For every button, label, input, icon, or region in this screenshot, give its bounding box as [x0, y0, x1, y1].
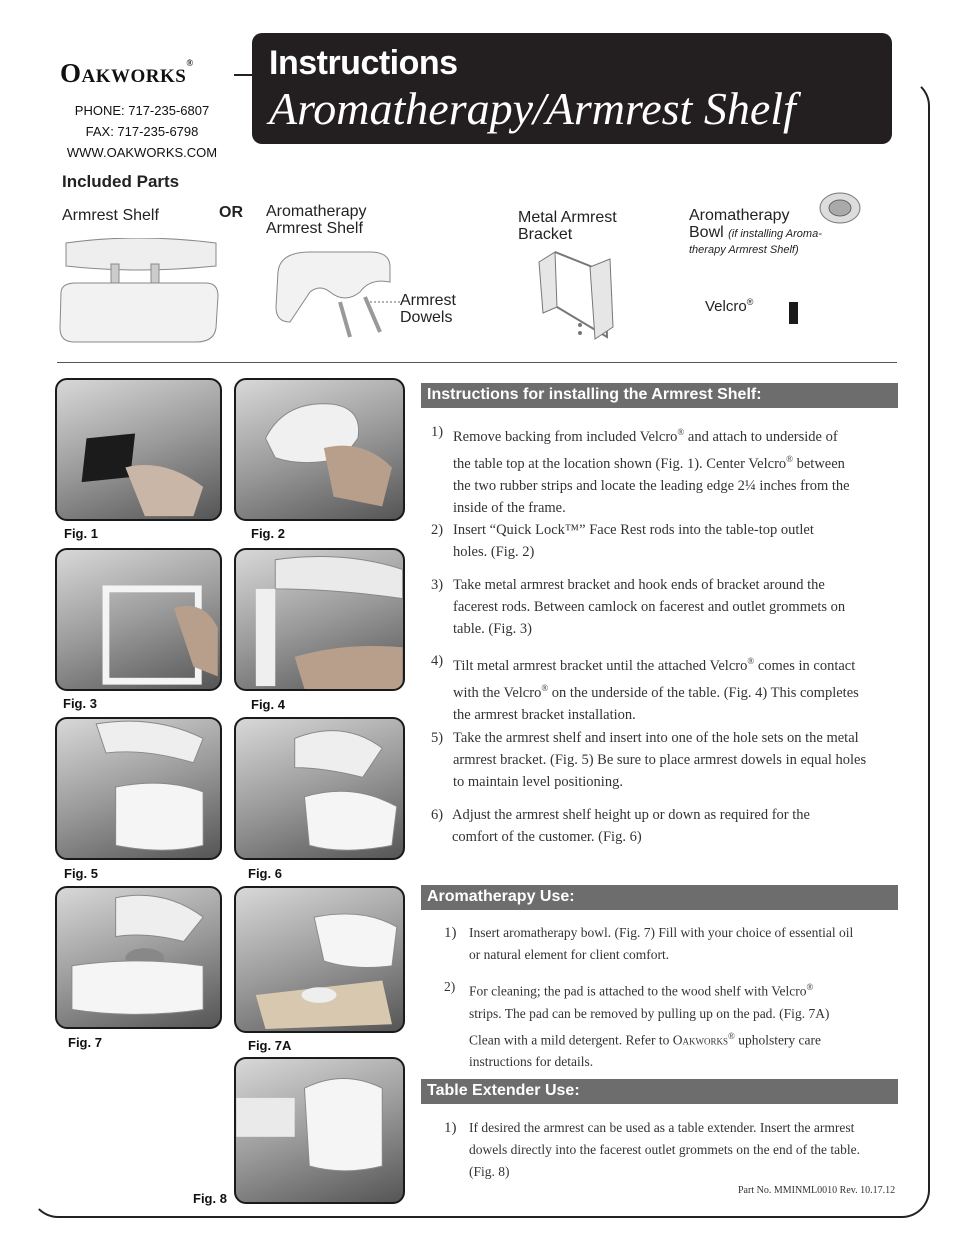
fig8-caption: Fig. 8 [193, 1191, 227, 1206]
fig7a-photo [234, 886, 405, 1033]
install-step-1: 1) Remove backing from included Velcro® and attach to underside of the table top at the location shown (Fig. 1). Center Velcro® between the two rubber strips and locate the leading edge 2¼ inches from the inside of the frame. [431, 424, 850, 516]
included-parts-title: Included Parts [62, 172, 180, 191]
fig6-caption: Fig. 6 [248, 866, 282, 881]
fig7-caption: Fig. 7 [68, 1035, 102, 1050]
install-step-4: 4) Tilt metal armrest bracket until the attached Velcro® comes in contact with the Velcro® on the underside of the table. (Fig. 4) This completes the armrest bracket installation. [431, 653, 859, 723]
page-title: Instructions [269, 44, 458, 82]
part-number: Part No. MMINML0010 Rev. 10.17.12 [738, 1185, 896, 1196]
fax-number: FAX: 717-235-6798 [85, 124, 199, 139]
or-label: OR [219, 204, 243, 221]
brand-logo: Oakworks® [60, 58, 194, 88]
aromatherapy-bowl-label: Aromatherapy Bowl (if installing Aroma- therapy Armrest Shelf) [689, 207, 822, 256]
contact-info [48, 100, 236, 163]
aromatherapy-shelf-illustration [270, 242, 400, 342]
table-extender-heading: Table Extender Use: [421, 1079, 898, 1104]
fig1-caption: Fig. 1 [64, 526, 98, 541]
armrest-dowels-label: Armrest Dowels [400, 292, 456, 326]
velcro-label: Velcro® [705, 297, 754, 315]
aromatherapy-heading: Aromatherapy Use: [421, 885, 898, 910]
fig8-photo [234, 1057, 405, 1204]
table-extender-step-1: 1) If desired the armrest can be used as a table extender. Insert the armrest dowels directly into the facerest outlet grommets on the end of the table. (Fig. 8) [444, 1120, 861, 1179]
fig4-caption: Fig. 4 [251, 697, 285, 712]
aromatherapy-shelf-label: Aromatherapy Armrest Shelf [266, 203, 367, 237]
velcro-strip-illustration [789, 302, 798, 324]
fig6-photo [234, 717, 405, 860]
fig3-caption: Fig. 3 [63, 696, 97, 711]
phone-number: PHONE: 717-235-6807 [74, 103, 210, 118]
fig3-photo [55, 548, 222, 691]
header-banner [252, 33, 892, 144]
fig1-photo [55, 378, 222, 521]
metal-bracket-illustration [535, 247, 620, 347]
install-heading: Instructions for installing the Armrest Shelf: [421, 383, 898, 408]
install-step-5: 5) Take the armrest shelf and insert into one of the hole sets on the metal armrest bracket. (Fig. 5) Be sure to place armrest dowels in equal holes to maintain level positioning. [431, 730, 867, 790]
install-step-6: 6) Adjust the armrest shelf height up or down as required for the comfort of the customer. (Fig. 6) [431, 807, 810, 845]
fig5-photo [55, 717, 222, 860]
section-divider [57, 362, 897, 363]
metal-bracket-label: Metal Armrest Bracket [518, 209, 617, 243]
aromatherapy-bowl-illustration [818, 191, 862, 225]
armrest-shelf-label: Armrest Shelf [62, 207, 159, 224]
fig7-photo [55, 886, 222, 1029]
fig2-caption: Fig. 2 [251, 526, 285, 541]
frame-top-rule [234, 74, 254, 76]
website-link[interactable]: WWW.OAKWORKS.COM [66, 145, 218, 160]
armrest-shelf-illustration [56, 238, 226, 348]
install-step-2: 2) Insert “Quick Lock™” Face Rest rods into the table-top outlet holes. (Fig. 2) [431, 522, 814, 560]
page-subtitle: Aromatherapy/Armrest Shelf [269, 83, 796, 134]
fig4-photo [234, 548, 405, 691]
fig5-caption: Fig. 5 [64, 866, 98, 881]
aromatherapy-step-2: 2) For cleaning; the pad is attached to the wood shelf with Velcro® strips. The pad can be removed by pulling up on the pad. (Fig. 7A) Clean with a mild detergent. Refer to Oakworks® upholstery care instructions for details. [444, 979, 830, 1069]
fig7a-caption: Fig. 7A [248, 1038, 292, 1053]
aromatherapy-step-1: 1) Insert aromatherapy bowl. (Fig. 7) Fill with your choice of essential oil or natural element for client comfort. [444, 925, 854, 962]
fig2-photo [234, 378, 405, 521]
install-step-3: 3) Take metal armrest bracket and hook ends of bracket around the facerest rods. Between camlock on facerest and outlet grommets on table. (Fig. 3) [431, 577, 846, 637]
